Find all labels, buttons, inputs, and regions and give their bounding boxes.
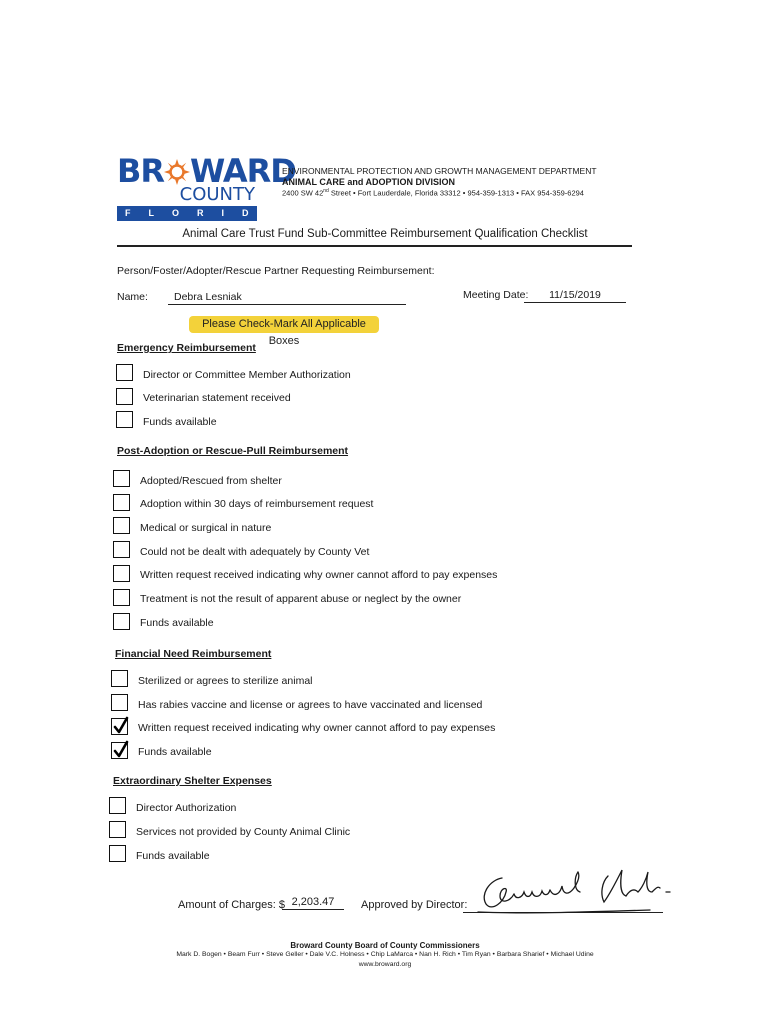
checkbox-label: Medical or surgical in nature [140,522,272,534]
checkbox-services-not-provided[interactable] [109,821,126,838]
checkbox-label: Adopted/Rescued from shelter [140,475,282,487]
checkbox-adoption-within-30-days[interactable] [113,494,130,511]
logo-text-right: WARD [190,152,296,190]
broward-county-logo [117,152,296,221]
checkbox-label: Funds available [138,746,212,758]
checkbox-emergency-vet-statement[interactable] [116,388,133,405]
section-title-financial-need: Financial Need Reimbursement [115,648,272,660]
checkbox-label: Treatment is not the result of apparent abuse or neglect by the owner [140,593,462,605]
checkbox-director-authorization[interactable] [109,797,126,814]
checkbox-label: Written request received indicating why owner cannot afford to pay expenses [138,722,496,734]
board-name: Broward County Board of County Commissioners [290,941,480,950]
approved-by-label: Approved by Director: [361,899,468,911]
checkbox-label: Services not provided by County Animal Clinic [136,826,351,838]
form-title: Animal Care Trust Fund Sub-Committee Reimbursement Qualification Checklist [182,228,588,240]
checkbox-label: Funds available [140,617,214,629]
director-signature [470,858,680,918]
meeting-date-field[interactable]: 11/15/2019 [524,289,626,303]
checkbox-adopted-from-shelter[interactable] [113,470,130,487]
division-address: 2400 SW 42nd Street • Fort Lauderdale, Florida 33312 • 954-359-1313 • FAX 954-359-6294 [282,188,584,198]
checkbox-label: Adoption within 30 days of reimbursement request [140,498,374,510]
checkbox-written-request[interactable] [113,565,130,582]
checkbox-label: Veterinarian statement received [143,392,291,404]
requesting-label: Person/Foster/Adopter/Rescue Partner Requesting Reimbursement: [117,265,435,277]
checkbox-sterilized[interactable] [111,670,128,687]
name-field[interactable]: Debra Lesniak [168,291,406,305]
title-divider [117,245,632,247]
name-label: Name: [117,291,148,303]
logo-florida: FLORIDA [117,206,257,221]
commissioners-list: Mark D. Bogen • Beam Furr • Steve Geller • Dale V.C. Holness • Chip LaMarca • Nan H. Rich • Tim Ryan • Barbara Sharief • Michael Udine [176,951,594,958]
checkbox-label: Has rabies vaccine and license or agrees to have vaccinated and licensed [138,699,483,711]
department-name: ENVIRONMENTAL PROTECTION AND GROWTH MANAGEMENT DEPARTMENT [282,166,597,176]
instruction-banner: Please Check-Mark All Applicable Boxes [189,316,379,333]
checkbox-post-adoption-funds[interactable] [113,613,130,630]
checkbox-county-vet[interactable] [113,541,130,558]
checkbox-medical-surgical[interactable] [113,517,130,534]
sun-icon [164,159,190,185]
section-title-emergency: Emergency Reimbursement [117,342,256,354]
checkmark-icon [112,740,130,760]
checkbox-label: Written request received indicating why owner cannot afford to pay expenses [140,569,498,581]
division-name: ANIMAL CARE and ADOPTION DIVISION [282,177,456,187]
section-title-post-adoption: Post-Adoption or Rescue-Pull Reimbursement [117,445,349,457]
checkbox-label: Could not be dealt with adequately by County Vet [140,546,370,558]
logo-text-left: BR [117,152,165,190]
checkbox-label: Director Authorization [136,802,237,814]
section-title-extraordinary: Extraordinary Shelter Expenses [113,775,272,787]
checkbox-label: Director or Committee Member Authorization [143,369,351,381]
checkbox-emergency-funds[interactable] [116,411,133,428]
logo-county: COUNTY [179,184,255,205]
checkbox-not-abuse[interactable] [113,589,130,606]
charges-field[interactable]: 2,203.47 [282,896,344,910]
checkbox-label: Funds available [136,850,210,862]
logo-wordmark [117,152,296,190]
website-link[interactable]: www.broward.org [358,961,412,968]
charges-label: Amount of Charges: $ [178,899,286,911]
checkbox-emergency-authorization[interactable] [116,364,133,381]
checkmark-icon [112,716,130,736]
checkbox-financial-funds[interactable] [111,742,128,759]
checkbox-label: Sterilized or agrees to sterilize animal [138,675,313,687]
checkbox-rabies-vaccine[interactable] [111,694,128,711]
checkbox-financial-written-request[interactable] [111,718,128,735]
meeting-date-label: Meeting Date: [463,289,529,301]
checkbox-extraordinary-funds[interactable] [109,845,126,862]
checkbox-label: Funds available [143,416,217,428]
